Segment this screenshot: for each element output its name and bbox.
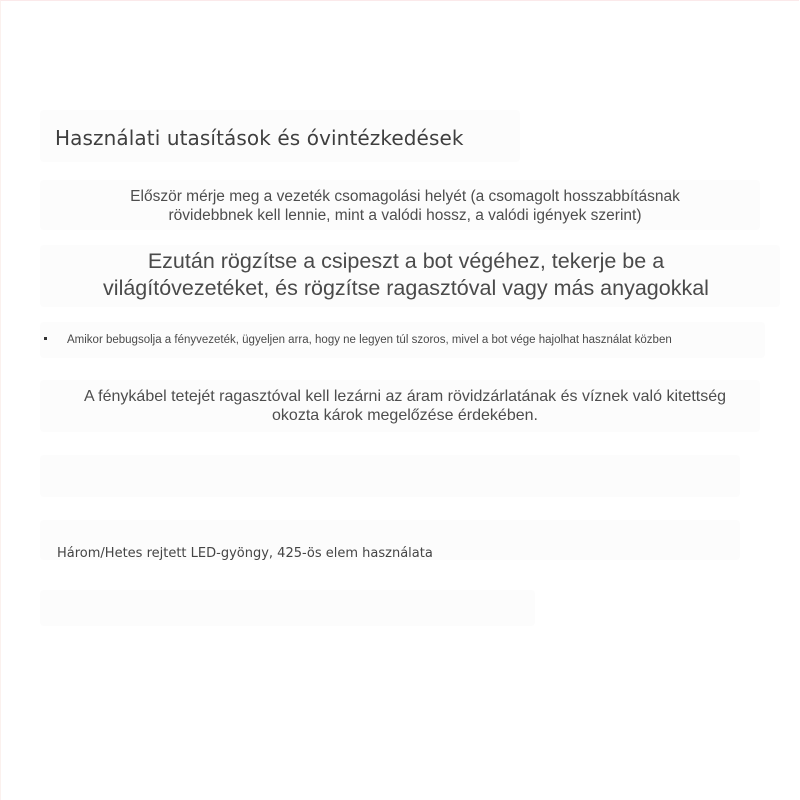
background-band: [40, 590, 535, 626]
instruction-step-1-line-1: Először mérje meg a vezeték csomagolási helyét (a csomagolt hosszabbításnak: [130, 188, 680, 205]
caution-bullet: [44, 332, 764, 348]
page-title: Használati utasítások és óvintézkedések: [55, 126, 464, 150]
bullet-icon: [44, 337, 47, 340]
background-band: [40, 455, 740, 497]
instruction-step-3-line-1: A fénykábel tetejét ragasztóval kell lezárni az áram rövidzárlatának és víznek való kitettség: [83, 388, 727, 405]
instruction-step-1-line-2: rövidebbnek kell lennie, mint a valódi hossz, a valódi igények szerint): [168, 207, 642, 224]
instruction-step-2-line-2: világítóvezetéket, és rögzítse ragasztóval vagy más anyagokkal: [103, 276, 709, 300]
instruction-step-1: [60, 187, 750, 225]
instruction-step-2-line-1: Ezután rögzítse a csipeszt a bot végéhez, tekerje be a: [147, 249, 665, 273]
instruction-step-3-line-2: okozta károk megelőzése érdekében.: [272, 407, 538, 424]
instruction-step-2: [50, 248, 762, 302]
led-spec-text: Három/Hetes rejtett LED-gyöngy, 425-ös elem használata: [57, 546, 433, 561]
instruction-step-3: [55, 387, 755, 425]
caution-bullet-text: Amikor bebugsolja a fényvezeték, ügyeljen arra, hogy ne legyen túl szoros, mivel a bot vége hajolhat használat közben: [67, 334, 672, 346]
